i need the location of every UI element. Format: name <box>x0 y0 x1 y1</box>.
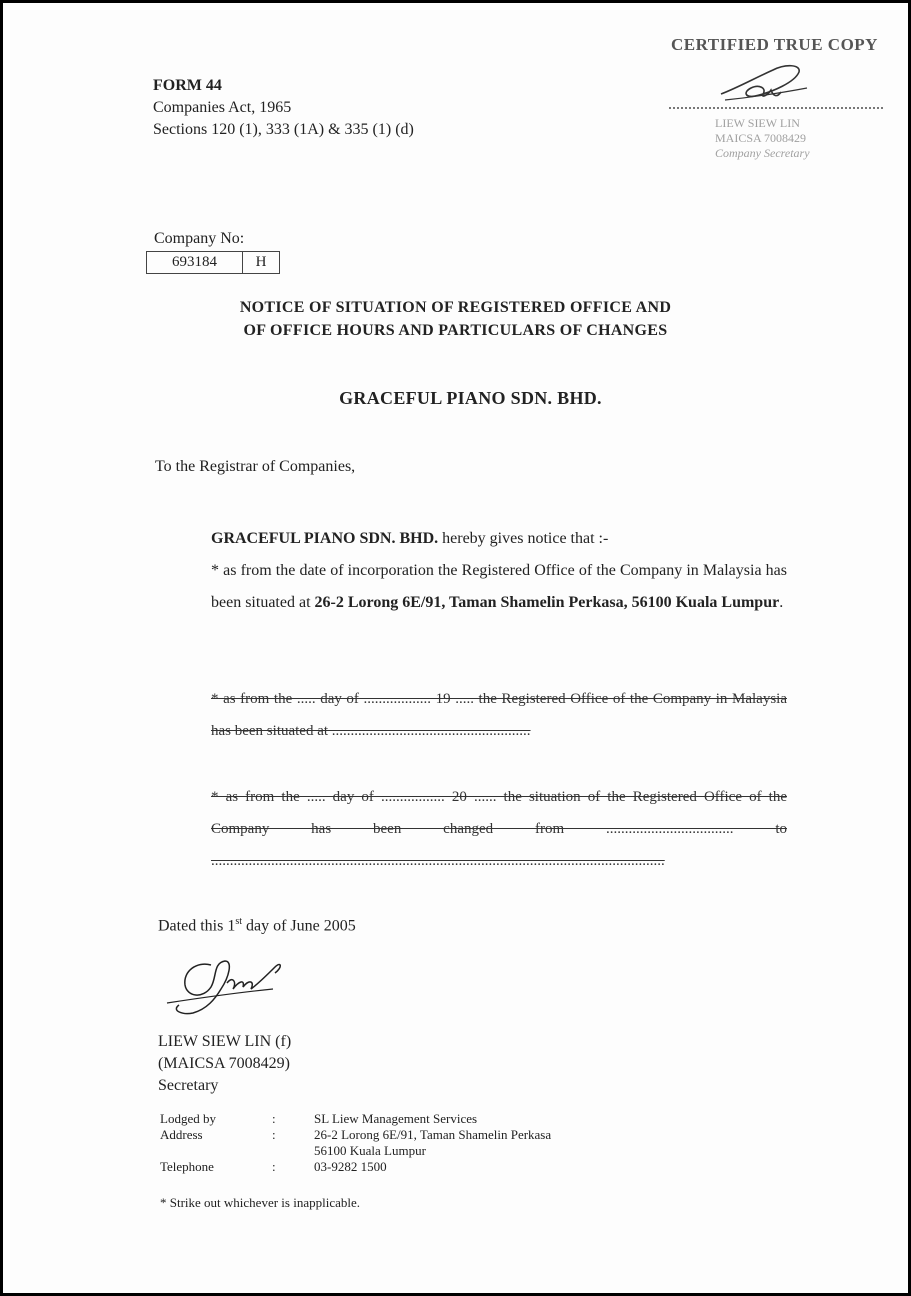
telephone-label: Telephone <box>160 1159 214 1174</box>
notice-clause <box>211 555 787 619</box>
registered-address: 26-2 Lorong 6E/91, Taman Shamelin Perkasa, 56100 Kuala Lumpur <box>314 594 780 611</box>
address-colon: : <box>272 1127 276 1142</box>
footnote: * Strike out whichever is inapplicable. <box>160 1195 361 1210</box>
lodged-by-colon: : <box>272 1111 276 1126</box>
notice-clause-text: * as from the date of incorporation the Registered Office of the Company in Malaysia has been situated at <box>211 562 787 611</box>
certifier-signature-line <box>669 107 883 109</box>
dated-line <box>158 916 356 935</box>
telephone-row <box>160 1159 634 1175</box>
dated-suffix: day of June 2005 <box>242 917 356 935</box>
struck-clause-2: * as from the ..... day of ................. 20 ...... the situation of the Registered Office of the Company has been changed from .................................. to ......................................................................................................................... <box>211 789 787 869</box>
form-act: Companies Act, 1965 <box>153 99 292 116</box>
struck-clause-1: * as from the ..... day of .................. 19 ..... the Registered Office of the Company in Malaysia has been situated at ..................................................... <box>211 691 787 739</box>
notice-title-line1: NOTICE OF SITUATION OF REGISTERED OFFICE AND <box>239 299 672 316</box>
address-line2: 56100 Kuala Lumpur <box>314 1143 426 1158</box>
company-no-suffix: H <box>255 254 267 270</box>
stamp-name: LIEW SIEW LIN <box>715 116 800 130</box>
notice-body <box>211 523 787 619</box>
notice-intro-line <box>211 523 787 555</box>
lodged-by-value: SL Liew Management Services <box>314 1111 478 1126</box>
form-number: FORM 44 <box>153 77 222 94</box>
notice-clause-end: . <box>779 594 784 611</box>
form-sections: Sections 120 (1), 333 (1A) & 335 (1) (d) <box>153 121 414 138</box>
stamp-role: Company Secretary <box>715 146 810 160</box>
lodged-by-row <box>160 1111 634 1127</box>
secretary-reg: (MAICSA 7008429) <box>158 1055 291 1072</box>
certifier-stamp <box>715 116 810 161</box>
lodged-by-section <box>160 1111 634 1175</box>
address-label: Address <box>160 1127 203 1142</box>
company-name-heading: GRACEFUL PIANO SDN. BHD. <box>339 388 602 408</box>
address-row <box>160 1127 634 1143</box>
company-no-box <box>146 251 280 274</box>
notice-company: GRACEFUL PIANO SDN. BHD. <box>211 530 439 547</box>
secretary-name: LIEW SIEW LIN (f) <box>158 1033 292 1050</box>
telephone-colon: : <box>272 1159 276 1174</box>
dated-prefix: Dated this 1 <box>158 917 236 935</box>
lodged-by-label: Lodged by <box>160 1111 216 1126</box>
company-no-label: Company No: <box>154 230 245 247</box>
notice-title-line2: OF OFFICE HOURS AND PARTICULARS OF CHANGES <box>243 322 668 339</box>
notice-title <box>3 296 908 342</box>
notice-intro: hereby gives notice that :- <box>438 530 609 547</box>
secretary-details <box>158 1031 291 1097</box>
dated-sup: st <box>235 916 242 927</box>
address-line1: 26-2 Lorong 6E/91, Taman Shamelin Perkasa <box>314 1127 552 1142</box>
certifier-signature <box>715 58 815 111</box>
stamp-number: MAICSA 7008429 <box>715 131 807 145</box>
addressee: To the Registrar of Companies, <box>155 458 356 475</box>
company-no-value: 693184 <box>147 252 243 273</box>
certified-true-copy-heading: CERTIFIED TRUE COPY <box>671 35 878 54</box>
address-row-2 <box>160 1143 634 1159</box>
form-header <box>153 75 414 141</box>
secretary-role: Secretary <box>158 1077 219 1094</box>
secretary-signature <box>163 953 293 1028</box>
telephone-value: 03-9282 1500 <box>314 1159 387 1174</box>
